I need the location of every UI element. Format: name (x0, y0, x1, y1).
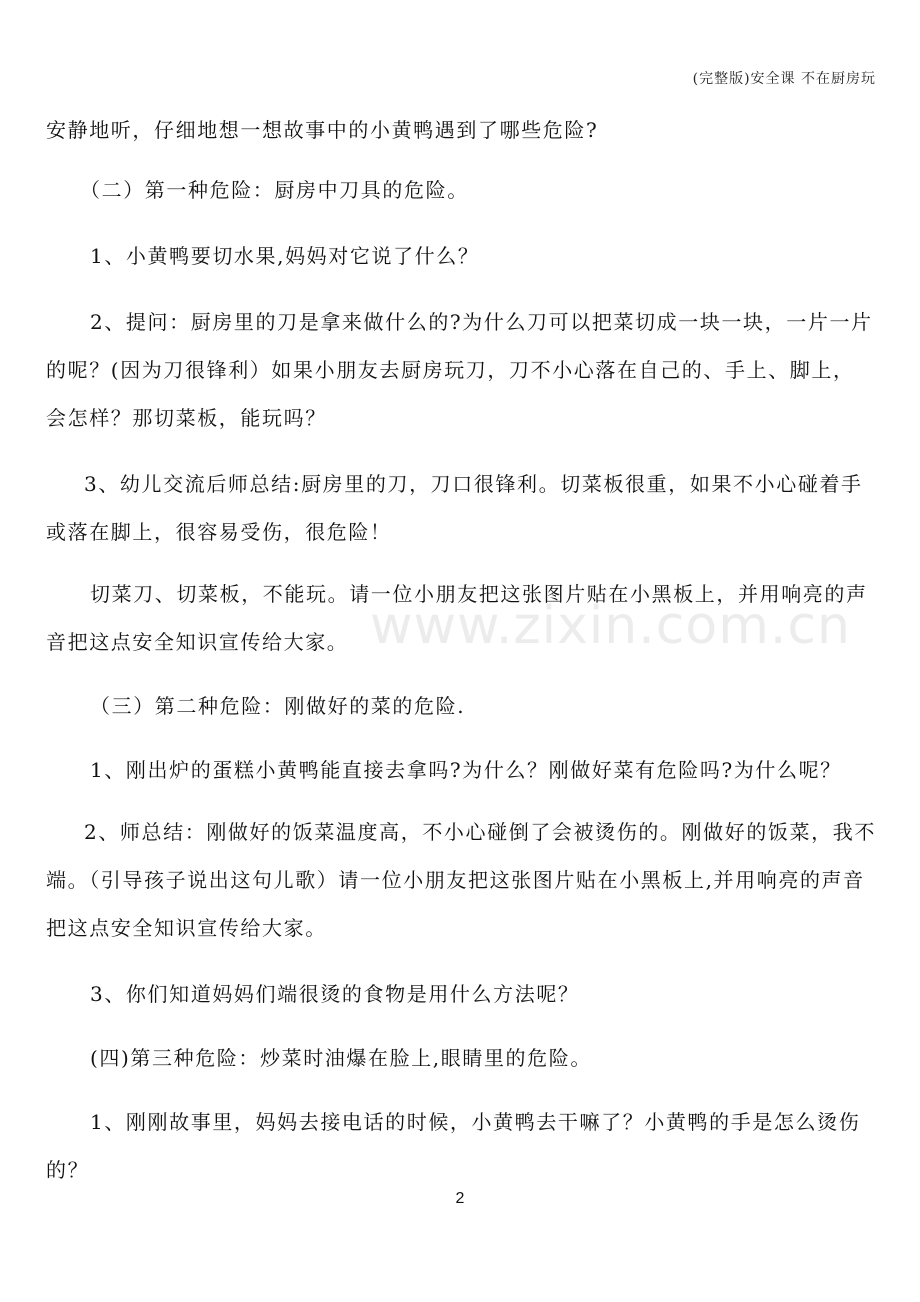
page-number: 2 (455, 1190, 465, 1207)
paragraph-3-1: 1、刚出炉的蛋糕小黄鸭能直接去拿吗?为什么？刚做好菜有危险吗?为什么呢？ (90, 758, 842, 782)
paragraph-2-1: 1、小黄鸭要切水果,妈妈对它说了什么？ (90, 244, 480, 268)
section-heading-3: （三）第二种危险：刚做好的菜的危险. (90, 694, 466, 718)
section-heading-2: （二）第一种危险：厨房中刀具的危险。 (80, 178, 469, 202)
paragraph-2-2: 2、提问：厨房里的刀是拿来做什么的?为什么刀可以把菜切成一块一块，一片一片的呢？(因为刀很锋利）如果小朋友去厨房玩刀，刀不小心落在自己的、手上、脚上，会怎样？那切菜板，能玩吗？ (46, 310, 873, 430)
paragraph-4-1: 1、刚刚故事里，妈妈去接电话的时候，小黄鸭去干嘛了？小黄鸭的手是怎么烫伤的？ (46, 1110, 861, 1182)
paragraph-3-3: 3、你们知道妈妈们端很烫的食物是用什么方法呢？ (90, 982, 580, 1006)
paragraph-intro: 安静地听，仔细地想一想故事中的小黄鸭遇到了哪些危险? (46, 118, 599, 142)
watermark: www.zixin.com.cn (370, 596, 851, 656)
paragraph-2-3: 3、幼儿交流后师总结:厨房里的刀，刀口很锋利。切菜板很重，如果不小心碰着手或落在脚上，很容易受伤，很危险！ (46, 472, 863, 544)
paragraph-3-2: 2、师总结：刚做好的饭菜温度高，不小心碰倒了会被烫伤的。刚做好的饭菜，我不端。（引导孩子说出这句儿歌）请一位小朋友把这张图片贴在小黑板上,并用响亮的声音把这点安全知识宣传给大家。 (46, 820, 876, 940)
document-header: (完整版)安全课 不在厨房玩 (692, 71, 876, 87)
paragraph-2-summary: 切菜刀、切菜板，不能玩。请一位小朋友把这张图片贴在小黑板上，并用响亮的声音把这点安全知识宣传给大家。 (46, 582, 868, 654)
section-heading-4: (四)第三种危险：炒菜时油爆在脸上,眼睛里的危险。 (90, 1046, 592, 1070)
